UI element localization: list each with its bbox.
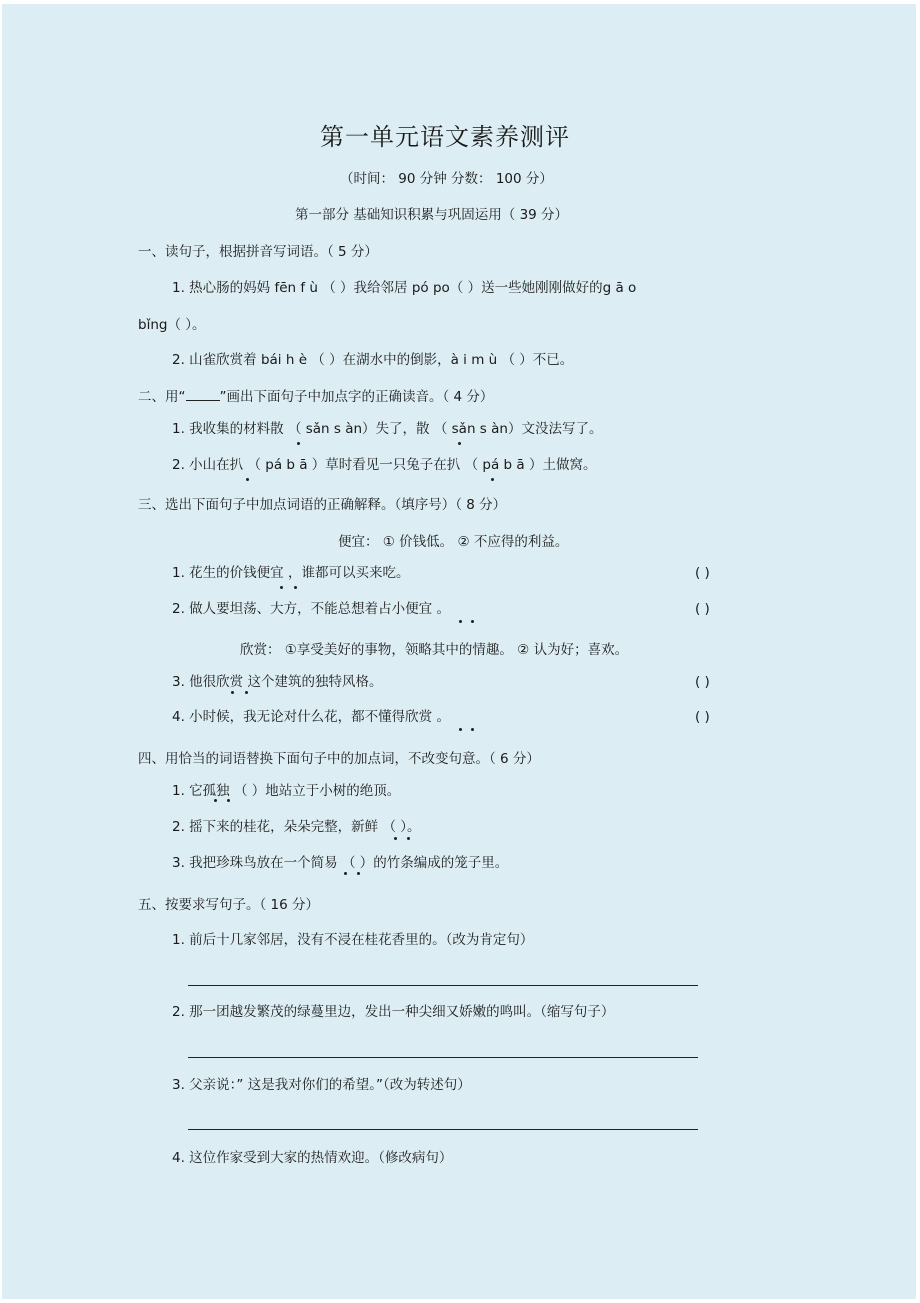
definition-xinshang: 欣赏： ①享受美好的事物，领略其中的情趣。 ② 认为好；喜欢。 (240, 642, 629, 658)
section5-q1: 1. 前后十几家邻居，没有不浸在桂花香里的。（改为肯定句） (172, 932, 534, 948)
section5-heading: 五、按要求写句子。（ 16 分） (138, 897, 320, 913)
emphasis-dot (491, 478, 494, 481)
emphasis-dot (227, 799, 230, 802)
section2-heading-post: ”画出下面句子中加点字的正确读音。（ 4 分） (219, 389, 494, 405)
emphasis-dot (297, 442, 300, 445)
underline-sample (186, 388, 220, 401)
section5-q4: 4. 这位作家受到大家的热情欢迎。（修改病句） (172, 1150, 453, 1166)
section2-heading (138, 388, 493, 406)
answer-paren-1: ( ) (695, 565, 710, 581)
section4-q3: 3. 我把珍珠鸟放在一个简易 （ ）的竹条编成的笼子里。 (172, 855, 509, 871)
emphasis-dot (245, 691, 248, 694)
emphasis-dot (231, 691, 234, 694)
emphasis-dot (344, 872, 347, 875)
emphasis-dot (280, 586, 283, 589)
emphasis-dot (471, 728, 474, 731)
section3-q2: 2. 做人要坦荡、大方，不能总想着占小便宜 。 (172, 601, 450, 617)
answer-line-1[interactable] (188, 985, 698, 986)
section2-q2: 2. 小山在扒 （ pá b ā ）草时看见一只兔子在扒 （ pá b ā ）土做窝。 (172, 457, 597, 473)
part-heading: 第一部分 基础知识积累与巩固运用（ 39 分） (295, 207, 569, 223)
exam-title: 第一单元语文素养测评 (320, 123, 570, 151)
emphasis-dot (471, 620, 474, 623)
emphasis-dot (246, 478, 249, 481)
emphasis-dot (357, 872, 360, 875)
section1-q1-line2: bǐng（ ）。 (138, 317, 206, 333)
emphasis-dot (407, 837, 410, 840)
answer-paren-3: ( ) (695, 674, 710, 690)
section4-heading: 四、用恰当的词语替换下面句子中的加点词，不改变句意。（ 6 分） (138, 751, 540, 767)
answer-line-2[interactable] (188, 1057, 698, 1058)
emphasis-dot (459, 620, 462, 623)
emphasis-dot (294, 586, 297, 589)
section3-heading: 三、选出下面句子中加点词语的正确解释。（填序号）（ 8 分） (138, 497, 507, 513)
section3-q1: 1. 花生的价钱便宜 ，谁都可以买来吃。 (172, 565, 410, 581)
section2-q1: 1. 我收集的材料散 （ sǎn s àn）失了，散 （ sǎn s àn）文没法写了。 (172, 421, 603, 437)
answer-paren-2: ( ) (695, 601, 710, 617)
section1-q2: 2. 山雀欣赏着 bái h è （ ）在湖水中的倒影，à i m ù （ ）不已。 (172, 352, 574, 368)
section4-q1: 1. 它孤独 （ ）地站立于小树的绝顶。 (172, 783, 401, 799)
definition-pianyi: 便宜： ① 价钱低。 ② 不应得的利益。 (338, 534, 569, 550)
section3-q3: 3. 他很欣赏 这个建筑的独特风格。 (172, 674, 383, 690)
section3-q4: 4. 小时候，我无论对什么花，都不懂得欣赏 。 (172, 709, 450, 725)
answer-line-3[interactable] (188, 1129, 698, 1130)
section4-q2: 2. 摇下来的桂花，朵朵完整，新鲜 （ ）。 (172, 819, 421, 835)
section1-heading: 一、读句子，根据拼音写词语。（ 5 分） (138, 244, 378, 260)
emphasis-dot (394, 837, 397, 840)
emphasis-dot (458, 442, 461, 445)
section5-q3: 3. 父亲说：” 这是我对你们的希望。”（改为转述句） (172, 1077, 471, 1093)
section5-q2: 2. 那一团越发繁茂的绿蔓里边，发出一种尖细又娇嫩的鸣叫。（缩写句子） (172, 1004, 615, 1020)
section2-heading-pre: 二、用“ (138, 389, 186, 405)
section1-q1-line1: 1. 热心肠的妈妈 fēn f ù （ ）我给邻居 pó po（ ）送一些她刚刚做好的g ā o (172, 280, 637, 296)
emphasis-dot (214, 799, 217, 802)
emphasis-dot (459, 728, 462, 731)
answer-paren-4: ( ) (695, 709, 710, 725)
exam-info: （时间： 90 分钟 分数： 100 分） (340, 171, 553, 187)
